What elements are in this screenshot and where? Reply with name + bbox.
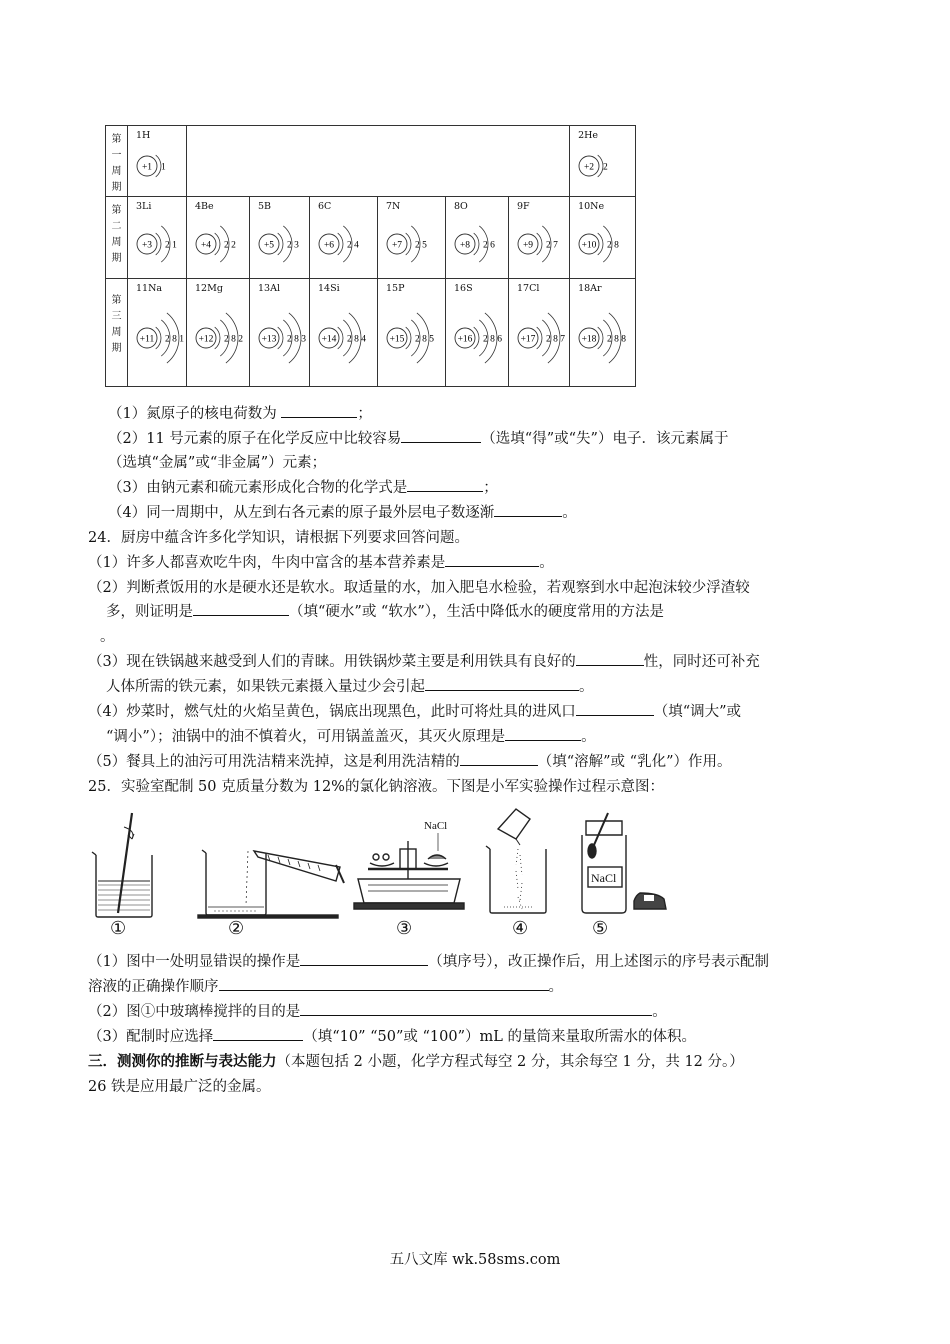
figure-pouring-water bbox=[198, 850, 344, 918]
atom-structure-diagram bbox=[384, 299, 440, 377]
electron-shell-arc bbox=[406, 327, 411, 349]
nacl-label-bottle: NaCl bbox=[591, 871, 617, 885]
element-cell bbox=[128, 126, 187, 197]
element-symbol: 18Ar bbox=[578, 283, 602, 294]
answer-blank[interactable] bbox=[460, 751, 538, 766]
nucleus-charge: +15 bbox=[389, 334, 405, 345]
element-symbol: 14Si bbox=[318, 283, 340, 294]
atom-structure-diagram bbox=[316, 299, 372, 377]
atom-structure-diagram bbox=[193, 299, 249, 377]
nucleus-charge: +8 bbox=[459, 240, 471, 251]
atom-structure-diagram bbox=[576, 146, 632, 186]
section-3-header: 三．测测你的推断与表达能力（本题包括 2 小题，化学方程式每空 2 分，其余每空 1 分，共 12 分。） bbox=[88, 1053, 744, 1070]
atom-structure-diagram bbox=[256, 217, 312, 271]
atom-structure-diagram bbox=[134, 217, 190, 271]
electron-counts: 2 8 5 bbox=[415, 334, 434, 345]
atom-structure-diagram bbox=[193, 217, 249, 271]
q25-part3: （3）配制时应选择 （填“10” “50”或 “100”）mL 的量筒来量取所需水的体积。 bbox=[88, 1025, 696, 1046]
answer-blank[interactable] bbox=[494, 502, 562, 517]
element-symbol: 16S bbox=[454, 283, 473, 294]
figure-label-2: ② bbox=[228, 918, 245, 939]
element-cell bbox=[250, 197, 310, 279]
electron-shell-arc bbox=[474, 233, 479, 255]
figure-adding-solid bbox=[486, 809, 546, 913]
nucleus-charge: +10 bbox=[581, 240, 597, 251]
electron-shell-arc bbox=[537, 233, 542, 255]
element-cell bbox=[570, 279, 636, 387]
electron-counts: 2 8 1 bbox=[165, 334, 184, 345]
element-symbol: 12Mg bbox=[195, 283, 223, 294]
empty-region bbox=[187, 126, 570, 197]
q24-part4: （4）炒菜时，燃气灶的火焰呈黄色，锅底出现黑色，此时可将灶具的进风口 （填“调大”或 bbox=[88, 700, 741, 721]
nucleus-charge: +6 bbox=[323, 240, 335, 251]
figure-label-1: ① bbox=[110, 918, 127, 939]
element-cell bbox=[509, 279, 570, 387]
answer-blank[interactable] bbox=[445, 552, 539, 567]
electron-shell-arc bbox=[598, 233, 603, 255]
answer-blank[interactable] bbox=[576, 651, 644, 666]
element-symbol: 1H bbox=[136, 130, 151, 141]
electron-counts: 2 bbox=[603, 162, 608, 173]
nucleus-charge: +18 bbox=[581, 334, 597, 345]
element-cell bbox=[570, 126, 636, 197]
electron-counts: 1 bbox=[161, 162, 166, 173]
atom-structure-diagram bbox=[316, 217, 372, 271]
electron-counts: 2 8 2 bbox=[224, 334, 243, 345]
element-symbol: 9F bbox=[517, 201, 530, 212]
electron-counts: 2 8 bbox=[607, 240, 619, 251]
element-symbol: 7N bbox=[386, 201, 401, 212]
q24-title: 24．厨房中蕴含许多化学知识，请根据下列要求回答问题。 bbox=[88, 530, 469, 546]
atom-structure-diagram bbox=[515, 299, 571, 377]
electron-shell-arc bbox=[598, 327, 603, 349]
electron-shell-arc bbox=[215, 233, 220, 255]
q24-part2-cont: 多，则证明是 （填“硬水”或 “软水”），生活中降低水的硬度常用的方法是 bbox=[106, 600, 664, 621]
element-cell bbox=[187, 197, 250, 279]
electron-shell-arc bbox=[215, 327, 220, 349]
atom-structure-diagram bbox=[256, 299, 312, 377]
answer-blank[interactable] bbox=[401, 428, 481, 443]
nucleus-charge: +3 bbox=[141, 240, 153, 251]
footer-watermark: 五八文库 wk.58sms.com bbox=[389, 1252, 561, 1268]
figure-reagent-bottle bbox=[582, 813, 666, 913]
electron-shell-arc bbox=[537, 327, 542, 349]
nucleus-charge: +12 bbox=[198, 334, 214, 345]
q23-part3: （3）由钠元素和硫元素形成化合物的化学式是 ； bbox=[108, 476, 498, 497]
electron-shell-arc bbox=[474, 327, 479, 349]
element-symbol: 3Li bbox=[136, 201, 152, 212]
element-symbol: 10Ne bbox=[578, 201, 605, 212]
electron-shell-arc bbox=[278, 233, 283, 255]
figure-dissolving-beaker bbox=[92, 813, 152, 917]
electron-counts: 2 1 bbox=[165, 240, 177, 251]
nucleus-charge: +5 bbox=[263, 240, 275, 251]
q24-part5: （5）餐具上的油污可用洗洁精来洗掉，这是利用洗洁精的 （填“溶解”或 “乳化”）作用。 bbox=[88, 750, 732, 771]
answer-blank[interactable] bbox=[425, 676, 579, 691]
period-label-3: 第 三 周 期 bbox=[106, 279, 128, 387]
electron-shell-arc bbox=[338, 233, 343, 255]
nucleus-charge: +4 bbox=[200, 240, 212, 251]
q24-part4-cont: “调小”）；油锅中的油不慎着火，可用锅盖盖灭，其灭火原理是 。 bbox=[106, 725, 596, 746]
q25-part2: （2）图①中玻璃棒搅拌的目的是 。 bbox=[88, 1000, 667, 1021]
nucleus-charge: +17 bbox=[520, 334, 536, 345]
q24-part1: （1）许多人都喜欢吃牛肉，牛肉中富含的基本营养素是 。 bbox=[88, 551, 554, 572]
nucleus-charge: +1 bbox=[141, 162, 153, 173]
answer-blank[interactable] bbox=[505, 726, 581, 741]
element-cell bbox=[187, 279, 250, 387]
element-cell bbox=[446, 279, 509, 387]
figure-balance bbox=[354, 820, 464, 909]
electron-counts: 2 5 bbox=[415, 240, 427, 251]
atom-structure-diagram bbox=[576, 299, 632, 377]
nucleus-charge: +2 bbox=[584, 162, 595, 173]
atom-structure-diagram bbox=[134, 299, 190, 377]
nucleus-charge: +7 bbox=[391, 240, 403, 251]
atomic-structure-table bbox=[105, 125, 636, 387]
electron-counts: 2 6 bbox=[483, 240, 495, 251]
figure-label-3: ③ bbox=[396, 918, 413, 939]
nucleus-charge: +9 bbox=[522, 240, 534, 251]
answer-blank[interactable] bbox=[213, 1026, 303, 1041]
element-cell bbox=[128, 197, 187, 279]
figure-label-4: ④ bbox=[512, 918, 529, 939]
electron-counts: 2 8 3 bbox=[287, 334, 306, 345]
nucleus-charge: +13 bbox=[261, 334, 277, 345]
element-symbol: 8O bbox=[454, 201, 468, 212]
atom-structure-diagram bbox=[452, 217, 508, 271]
q23-part1: （1）氮原子的核电荷数为 ； bbox=[108, 402, 372, 423]
element-symbol: 11Na bbox=[136, 283, 163, 294]
answer-blank[interactable] bbox=[281, 403, 357, 418]
atom-structure-diagram bbox=[134, 146, 190, 186]
element-symbol: 6C bbox=[318, 201, 332, 212]
electron-counts: 2 4 bbox=[347, 240, 359, 251]
q24-part2-end: 。 bbox=[100, 629, 115, 645]
period-label-1: 第 一 周 期 bbox=[106, 126, 128, 197]
nucleus-charge: +11 bbox=[139, 334, 155, 345]
element-cell bbox=[570, 197, 636, 279]
answer-blank[interactable] bbox=[300, 1001, 652, 1016]
atom-structure-diagram bbox=[515, 217, 571, 271]
nacl-label-balance: NaCl bbox=[424, 820, 448, 832]
electron-shell-arc bbox=[278, 327, 283, 349]
electron-shell-arc bbox=[156, 327, 161, 349]
electron-counts: 2 8 7 bbox=[546, 334, 565, 345]
electron-counts: 2 3 bbox=[287, 240, 299, 251]
element-cell bbox=[310, 197, 378, 279]
element-symbol: 13Al bbox=[258, 283, 280, 294]
q25-part1: （1）图中一处明显错误的操作是 （填序号），改正操作后，用上述图示的序号表示配制 bbox=[88, 950, 769, 971]
q25-part1-cont: 溶液的正确操作顺序 。 bbox=[88, 975, 563, 996]
element-cell bbox=[378, 197, 446, 279]
q24-part3-cont: 人体所需的铁元素，如果铁元素摄入量过少会引起 。 bbox=[106, 675, 594, 696]
q23-part2-cont: （选填“金属”或“非金属”）元素； bbox=[108, 455, 327, 471]
q25-title: 25．实验室配制 50 克质量分数为 12%的氯化钠溶液。下图是小军实验操作过程示意图： bbox=[88, 779, 664, 795]
element-cell bbox=[446, 197, 509, 279]
element-cell bbox=[378, 279, 446, 387]
atom-structure-diagram bbox=[384, 217, 440, 271]
element-symbol: 17Cl bbox=[517, 283, 540, 294]
electron-counts: 2 8 4 bbox=[347, 334, 366, 345]
electron-counts: 2 8 8 bbox=[607, 334, 627, 345]
element-cell bbox=[128, 279, 187, 387]
element-cell bbox=[250, 279, 310, 387]
electron-shell-arc bbox=[338, 327, 343, 349]
nucleus-charge: +14 bbox=[321, 334, 337, 345]
element-cell bbox=[509, 197, 570, 279]
atom-structure-diagram bbox=[452, 299, 508, 377]
element-symbol: 2He bbox=[578, 130, 599, 141]
electron-shell-arc bbox=[156, 233, 161, 255]
element-cell bbox=[310, 279, 378, 387]
q24-part2: （2）判断煮饭用的水是硬水还是软水。取适量的水，加入肥皂水检验，若观察到水中起泡沫较少浮渣较 bbox=[88, 580, 750, 596]
q23-part2: （2）11 号元素的原子在化学反应中比较容易 （选填“得”或“失”）电子．该元素属于 bbox=[108, 427, 728, 448]
electron-counts: 2 2 bbox=[224, 240, 236, 251]
answer-blank[interactable] bbox=[219, 976, 549, 991]
electron-counts: 2 8 6 bbox=[483, 334, 502, 345]
answer-blank[interactable] bbox=[576, 701, 654, 716]
element-symbol: 5B bbox=[258, 201, 272, 212]
answer-blank[interactable] bbox=[407, 477, 483, 492]
answer-blank[interactable] bbox=[300, 951, 428, 966]
figure-label-5: ⑤ bbox=[592, 918, 609, 939]
answer-blank[interactable] bbox=[193, 601, 289, 616]
period-label-2: 第 二 周 期 bbox=[106, 197, 128, 279]
electron-counts: 2 7 bbox=[546, 240, 558, 251]
electron-shell-arc bbox=[406, 233, 411, 255]
nucleus-charge: +16 bbox=[457, 334, 473, 345]
element-symbol: 15P bbox=[386, 283, 405, 294]
q24-part3: （3）现在铁锅越来越受到人们的青睐。用铁锅炒菜主要是利用铁具有良好的 性，同时还可补充 bbox=[88, 650, 760, 671]
atom-structure-diagram bbox=[576, 217, 632, 271]
q23-part4: （4）同一周期中，从左到右各元素的原子最外层电子数逐渐 。 bbox=[108, 501, 577, 522]
q26-stem: 26 铁是应用最广泛的金属。 bbox=[88, 1079, 271, 1095]
element-symbol: 4Be bbox=[195, 201, 214, 212]
